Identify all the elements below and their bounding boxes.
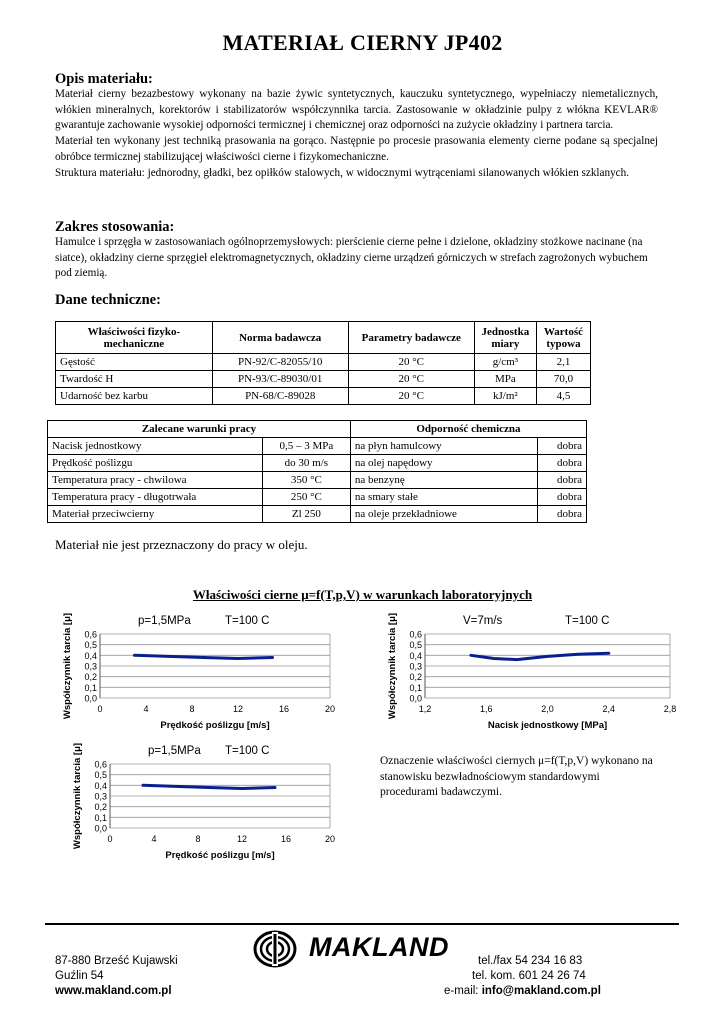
table-cell: dobra bbox=[538, 506, 587, 523]
chart-data-point bbox=[608, 652, 610, 654]
table-cell: Temperatura pracy - chwilowa bbox=[48, 472, 263, 489]
table-cell: dobra bbox=[538, 455, 587, 472]
table-cell: Twardość H bbox=[56, 371, 213, 388]
table-cell: Prędkość poślizgu bbox=[48, 455, 263, 472]
chart-x-tick-label: 2,0 bbox=[541, 704, 554, 714]
conditions-table bbox=[47, 420, 587, 523]
chart-y-axis-label: Współczynnik tarcia [μ] bbox=[72, 742, 83, 850]
makland-logo-icon bbox=[253, 930, 297, 968]
table-cell: PN-93/C-89030/01 bbox=[212, 371, 348, 388]
footer-website-link[interactable]: www.makland.com.pl bbox=[55, 985, 172, 997]
table-cell: na oleje przekładniowe bbox=[350, 506, 537, 523]
table-cell: na benzynę bbox=[350, 472, 537, 489]
chart-data-point bbox=[208, 786, 210, 788]
chart-y-tick-label: 0,3 bbox=[409, 661, 422, 672]
table-cell: 20 °C bbox=[348, 354, 474, 371]
chart-x-tick-label: 2,4 bbox=[602, 704, 616, 714]
chart-x-tick-label: 12 bbox=[232, 704, 244, 714]
section-dane-heading: Dane techniczne: bbox=[55, 292, 161, 308]
chart-y-tick-label: 0,0 bbox=[94, 823, 107, 834]
chart-y-tick-label: 0,5 bbox=[94, 770, 107, 781]
friction-vs-speed-chart-1 bbox=[55, 610, 345, 735]
table-cell: dobra bbox=[538, 489, 587, 506]
chart-x-tick-label: 0 bbox=[97, 704, 103, 714]
section-zakres-text: Hamulce i sprzęgła w zastosowaniach ogólnoprzemysłowych: pierścienie cierne pełne i dzielone, okładziny stożkowe nacinane (na siatce), okładziny cierne sprzęgieł elektromagnetycznych, okładziny cierne urządzeń górniczych w strefach zagrożonych wybuchem pod ziemią. bbox=[55, 236, 648, 280]
table-cell: 4,5 bbox=[536, 388, 590, 405]
chart-title-right: T=100 C bbox=[225, 745, 270, 757]
chart-x-tick-label: 8 bbox=[189, 704, 195, 714]
makland-logo bbox=[253, 930, 453, 968]
table-cell: 2,1 bbox=[536, 354, 590, 371]
chart-y-tick-label: 0,2 bbox=[409, 672, 422, 683]
chart-x-tick-label: 8 bbox=[195, 834, 201, 844]
table-header-row bbox=[48, 421, 587, 438]
chart-x-axis-label: Prędkość poślizgu [m/s] bbox=[165, 850, 275, 861]
chart-x-axis-label: Prędkość poślizgu [m/s] bbox=[160, 720, 270, 731]
chart-x-tick-label: 16 bbox=[278, 704, 290, 714]
table-cell: kJ/m² bbox=[474, 388, 536, 405]
table-cell: do 30 m/s bbox=[262, 455, 350, 472]
chart-y-tick-label: 0,6 bbox=[84, 629, 97, 640]
test-method-note: Oznaczenie właściwości ciernych μ=f(T,p,V) wykonano na stanowisku bezwładnościowym standardowymi procedurami badawczymi. bbox=[380, 755, 653, 798]
chart-y-tick-label: 0,2 bbox=[84, 672, 97, 683]
chart-title-right: T=100 C bbox=[225, 615, 270, 627]
table-cell: Zl 250 bbox=[262, 506, 350, 523]
chart-x-tick-label: 16 bbox=[280, 834, 292, 844]
chart-data-point bbox=[237, 657, 239, 659]
table-cell: dobra bbox=[538, 472, 587, 489]
chart-data-point bbox=[175, 785, 177, 787]
table-cell: 20 °C bbox=[348, 371, 474, 388]
section-zakres-heading: Zakres stosowania: bbox=[55, 219, 175, 235]
chart-y-tick-label: 0,4 bbox=[409, 650, 422, 661]
table-cell: 70,0 bbox=[536, 371, 590, 388]
footer-phone-fax: tel./fax 54 234 16 83 bbox=[478, 955, 583, 967]
chart-x-tick-label: 20 bbox=[324, 834, 336, 844]
chart-y-tick-label: 0,1 bbox=[409, 682, 422, 693]
table-cell: na płyn hamulcowy bbox=[350, 438, 537, 455]
table-cell: Udarność bez karbu bbox=[56, 388, 213, 405]
chart-title-right: T=100 C bbox=[565, 615, 610, 627]
table-row bbox=[56, 388, 591, 405]
opis-paragraph-3: Struktura materiału: jednorodny, gładki, bez opiłków stalowych, w widocznymi wytrąceniami silanowanych włókien szklanych. bbox=[55, 166, 630, 179]
footer-address-line-1: 87-880 Brześć Kujawski bbox=[55, 955, 178, 967]
footer-email-label: e-mail: bbox=[444, 985, 482, 997]
table-cell: Materiał przeciwcierny bbox=[48, 506, 263, 523]
table-cell: 20 °C bbox=[348, 388, 474, 405]
technical-data-table bbox=[55, 321, 591, 405]
footer-mobile-phone: tel. kom. 601 24 26 74 bbox=[472, 970, 586, 982]
chart-data-point bbox=[577, 653, 579, 655]
section-opis-text bbox=[55, 87, 658, 181]
chart-y-tick-label: 0,1 bbox=[84, 682, 97, 693]
table-cell: 250 °C bbox=[262, 489, 350, 506]
charts-title bbox=[0, 587, 725, 603]
chart-y-tick-label: 0,2 bbox=[94, 802, 107, 813]
charts-title-text: Właściwości cierne μ=f(T,p,V) w warunkach laboratoryjnych bbox=[192, 587, 533, 602]
table-header: Norma badawcza bbox=[212, 322, 348, 354]
friction-vs-speed-chart-2 bbox=[55, 740, 345, 865]
chart-y-tick-label: 0,3 bbox=[84, 661, 97, 672]
table-row bbox=[48, 506, 587, 523]
table-header-row bbox=[56, 322, 591, 354]
opis-paragraph-1: Materiał cierny bezazbestowy wykonany na bazie żywic syntetycznych, kauczuku syntetycznego, wypełniaczy niemetalicznych, włókien mineralnych, korektorów i stabilizatorów współczynnika tarcia. Zastosowanie w okładzinie pulpy z włókna KEVLAR® gwarantuje zachowanie wysokiej odporności termicznej i chemicznej oraz odporności na zużycie okładziny i partnera tarcia. bbox=[55, 88, 658, 132]
table-row bbox=[56, 354, 591, 371]
chart-x-tick-label: 1,2 bbox=[418, 704, 432, 714]
table-cell: PN-68/C-89028 bbox=[212, 388, 348, 405]
table-row bbox=[48, 438, 587, 455]
table-row bbox=[48, 489, 587, 506]
footer-divider bbox=[45, 923, 679, 925]
chart-y-tick-label: 0,0 bbox=[84, 693, 97, 704]
table-cell: dobra bbox=[538, 438, 587, 455]
chart-y-tick-label: 0,4 bbox=[94, 780, 107, 791]
chart-y-tick-label: 0,4 bbox=[84, 650, 97, 661]
chart-data-point bbox=[274, 786, 276, 788]
oil-warning-note: Materiał nie jest przeznaczony do pracy w oleju. bbox=[55, 537, 308, 552]
chart-y-tick-label: 0,5 bbox=[84, 640, 97, 651]
chart-y-axis-label: Współczynnik tarcia [μ] bbox=[62, 612, 73, 720]
footer-address-line-2: Guźlin 54 bbox=[55, 970, 104, 982]
opis-paragraph-2: Materiał ten wykonany jest techniką prasowania na gorąco. Następnie po procesie prasowania elementy cierne podane są specjalnej obróbce termicznej stabilizującej właściwości cierne i fizykomechaniczne. bbox=[55, 135, 658, 163]
table-cell: 0,5 – 3 MPa bbox=[262, 438, 350, 455]
footer-email-link[interactable]: info@makland.com.pl bbox=[481, 985, 601, 997]
chart-data-point bbox=[470, 654, 472, 656]
table-header: Parametry badawcze bbox=[348, 322, 474, 354]
chart-data-point bbox=[493, 657, 495, 659]
chart-data-point bbox=[546, 655, 548, 657]
table-header: Właściwości fizyko-mechaniczne bbox=[56, 322, 213, 354]
table-cell: PN-92/C-82055/10 bbox=[212, 354, 348, 371]
chart-x-tick-label: 4 bbox=[143, 704, 149, 714]
chart-title-left: p=1,5MPa bbox=[138, 615, 191, 627]
table-cell: Nacisk jednostkowy bbox=[48, 438, 263, 455]
table-cell: 350 °C bbox=[262, 472, 350, 489]
chart-y-tick-label: 0,3 bbox=[94, 791, 107, 802]
chart-series-line bbox=[471, 653, 609, 659]
table-row bbox=[48, 455, 587, 472]
chart-y-tick-label: 0,6 bbox=[94, 759, 107, 770]
chart-data-point bbox=[202, 656, 204, 658]
table-header: Jednostka miary bbox=[474, 322, 536, 354]
section-opis-heading: Opis materiału: bbox=[55, 71, 153, 87]
document-title: MATERIAŁ CIERNY JP402 bbox=[222, 30, 503, 55]
table-header: Wartość typowa bbox=[536, 322, 590, 354]
footer-email bbox=[444, 985, 601, 997]
chart-x-tick-label: 2,8 bbox=[663, 704, 677, 714]
table-row bbox=[56, 371, 591, 388]
chart-data-point bbox=[271, 656, 273, 658]
chart-x-tick-label: 12 bbox=[236, 834, 248, 844]
table-cell: na olej napędowy bbox=[350, 455, 537, 472]
table-header: Odporność chemiczna bbox=[350, 421, 586, 438]
chart-x-tick-label: 0 bbox=[107, 834, 113, 844]
table-cell: MPa bbox=[474, 371, 536, 388]
chart-y-tick-label: 0,5 bbox=[409, 640, 422, 651]
table-row bbox=[48, 472, 587, 489]
chart-title-left: p=1,5MPa bbox=[148, 745, 201, 757]
table-header: Zalecane warunki pracy bbox=[48, 421, 351, 438]
chart-x-tick-label: 4 bbox=[151, 834, 157, 844]
friction-vs-pressure-chart bbox=[380, 610, 680, 735]
chart-x-tick-label: 1,6 bbox=[479, 704, 493, 714]
chart-data-point bbox=[168, 655, 170, 657]
table-cell: Gęstość bbox=[56, 354, 213, 371]
chart-y-tick-label: 0,0 bbox=[409, 693, 422, 704]
chart-data-point bbox=[133, 654, 135, 656]
chart-y-tick-label: 0,1 bbox=[94, 812, 107, 823]
table-cell: Temperatura pracy - długotrwała bbox=[48, 489, 263, 506]
chart-data-point bbox=[516, 658, 518, 660]
chart-y-tick-label: 0,6 bbox=[409, 629, 422, 640]
chart-title-left: V=7m/s bbox=[463, 615, 503, 627]
makland-logo-text: MAKLAND bbox=[309, 932, 449, 962]
chart-data-point bbox=[241, 787, 243, 789]
chart-y-axis-label: Współczynnik tarcia [μ] bbox=[387, 612, 398, 720]
chart-x-axis-label: Nacisk jednostkowy [MPa] bbox=[487, 720, 608, 731]
chart-x-tick-label: 20 bbox=[324, 704, 336, 714]
table-cell: g/cm³ bbox=[474, 354, 536, 371]
chart-data-point bbox=[142, 784, 144, 786]
table-cell: na smary stałe bbox=[350, 489, 537, 506]
